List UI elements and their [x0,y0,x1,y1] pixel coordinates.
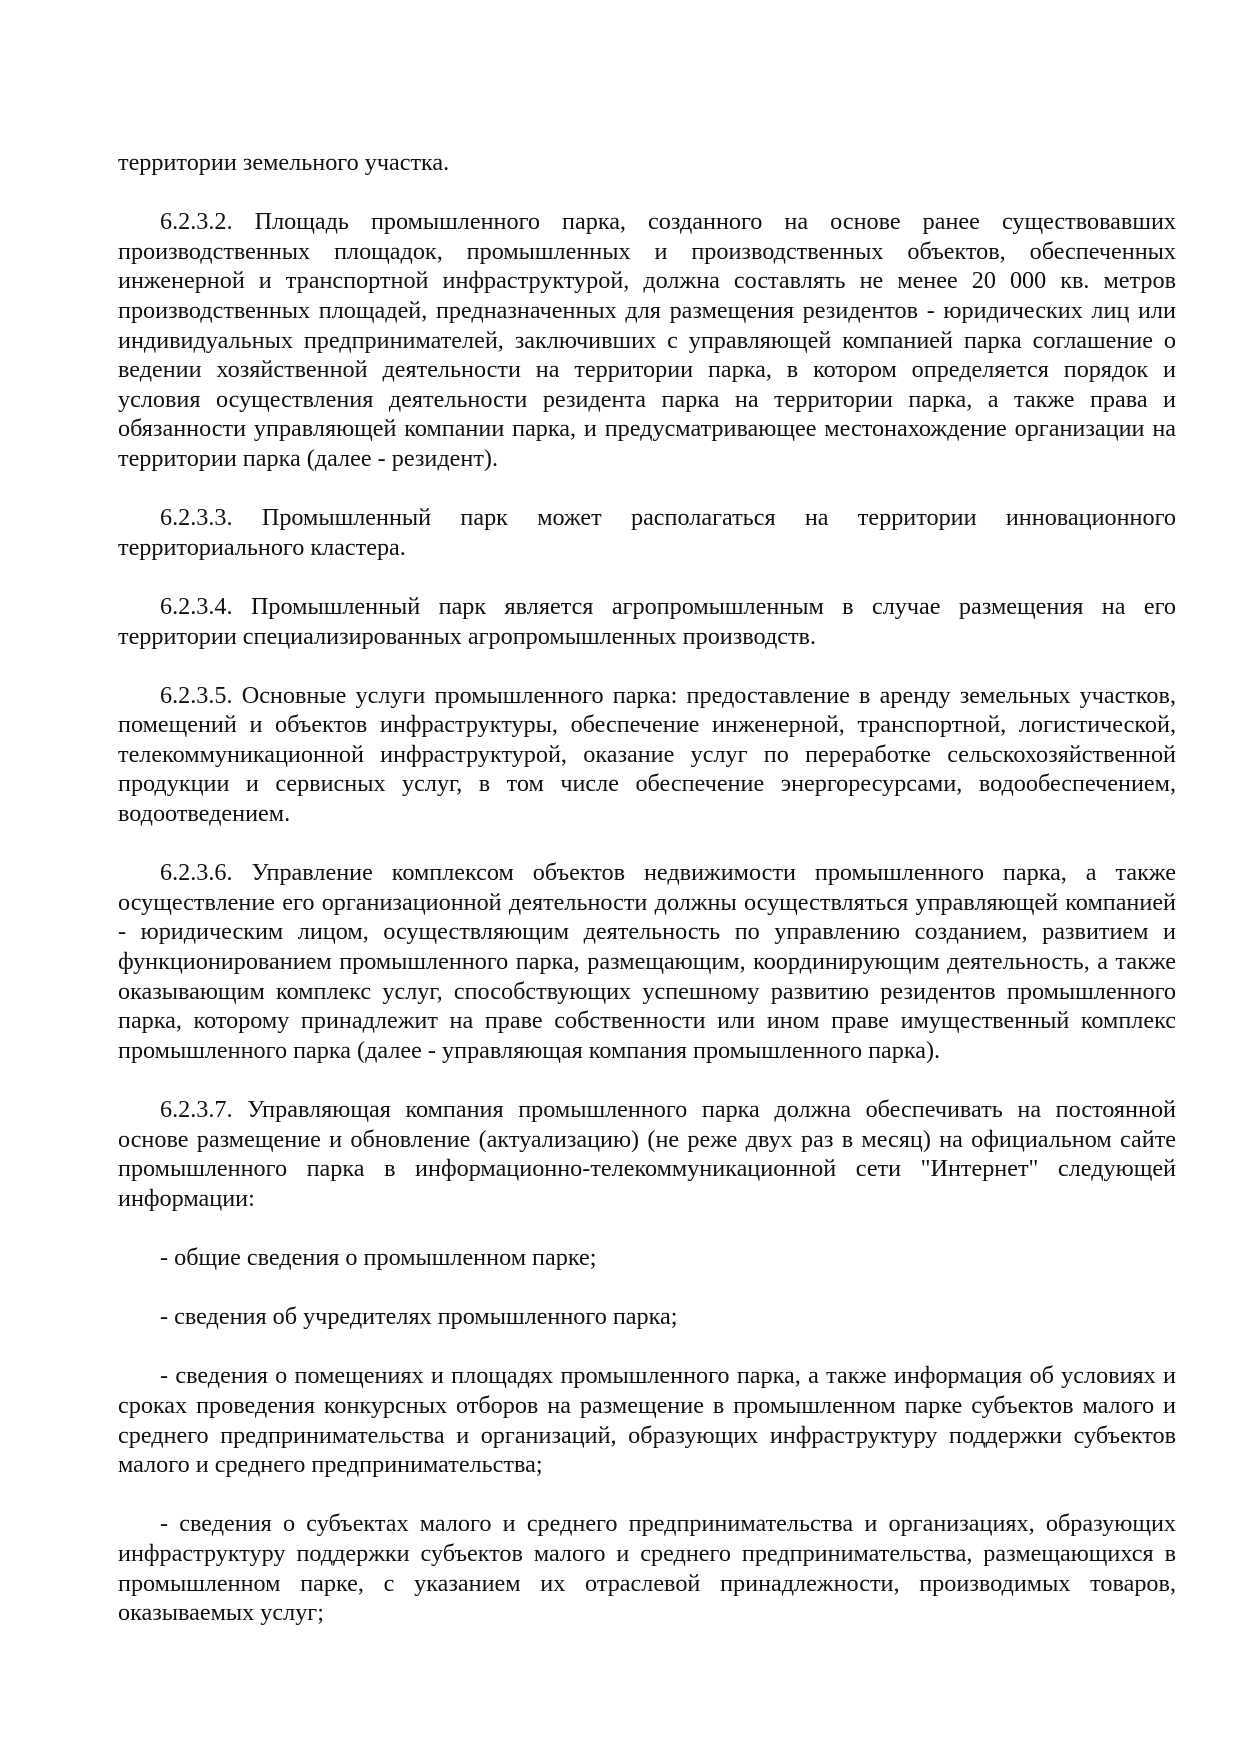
paragraph-6-2-3-5: 6.2.3.5. Основные услуги промышленного парка: предоставление в аренду земельных участков, помещений и объектов инфраструктуры, обеспечение инженерной, транспортной, логистической, телекоммуникационной инфраструктурой, оказание услуг по переработке сельскохозяйственной продукции и сервисных услуг, в том числе обеспечение энергоресурсами, водообеспечением, водоотведением. [118,681,1176,828]
paragraph-6-2-3-3: 6.2.3.3. Промышленный парк может располагаться на территории инновационного территориального кластера. [118,504,1176,561]
list-item-sme-entities: - сведения о субъектах малого и среднего предпринимательства и организациях, образующих инфраструктуру поддержки субъектов малого и среднего предпринимательства, размещающихся в промышленном парке, с указанием их отраслевой принадлежности, производимых товаров, оказываемых услуг; [118,1510,1176,1627]
list-item-founders: - сведения об учредителях промышленного парка; [160,1303,678,1331]
document-body [118,148,1176,1628]
paragraph-6-2-3-7: 6.2.3.7. Управляющая компания промышленного парка должна обеспечивать на постоянной основе размещение и обновление (актуализацию) (не реже двух раз в месяц) на официальном сайте промышленного парка в информационно-телекоммуникационной сети "Интернет" следующей информации: [118,1096,1176,1212]
list-item-general-info: - общие сведения о промышленном парке; [160,1243,597,1271]
paragraph-continuation: территории земельного участка. [118,149,450,176]
paragraph-6-2-3-6: 6.2.3.6. Управление комплексом объектов недвижимости промышленного парка, а также осуществление его организационной деятельности должны осуществляться управляющей компанией - юридическим лицом, осуществляющим деятельность по управлению созданием, развитием и функционированием промышленного парка, размещающим, координирующим деятельность, а также оказывающим комплекс услуг, способствующих успешному развитию резидентов промышленного парка, которому принадлежит на праве собственности или ином праве имущественный комплекс промышленного парка (далее - управляющая компания промышленного парка). [118,859,1176,1064]
paragraph-6-2-3-2: 6.2.3.2. Площадь промышленного парка, созданного на основе ранее существовавших производственных площадок, промышленных и производственных объектов, обеспеченных инженерной и транспортной инфраструктурой, должна составлять не менее 20 000 кв. метров производственных площадей, предназначенных для размещения резидентов - юридических лиц или индивидуальных предпринимателей, заключивших с управляющей компанией парка соглашение о ведении хозяйственной деятельности на территории парка, в котором определяется порядок и условия осуществления деятельности резидента парка на территории парка, а также права и обязанности управляющей компании парка, и предусматривающее местонахождение организации на территории парка (далее - резидент). [118,208,1176,472]
paragraph-6-2-3-4: 6.2.3.4. Промышленный парк является агропромышленным в случае размещения на его территории специализированных агропромышленных производств. [118,592,1176,650]
list-item-premises: - сведения о помещениях и площадях промышленного парка, а также информация об условиях и сроках проведения конкурсных отборов на размещение в промышленном парке субъектов малого и среднего предпринимательства и организаций, образующих инфраструктуру поддержки субъектов малого и среднего предпринимательства; [118,1362,1176,1479]
